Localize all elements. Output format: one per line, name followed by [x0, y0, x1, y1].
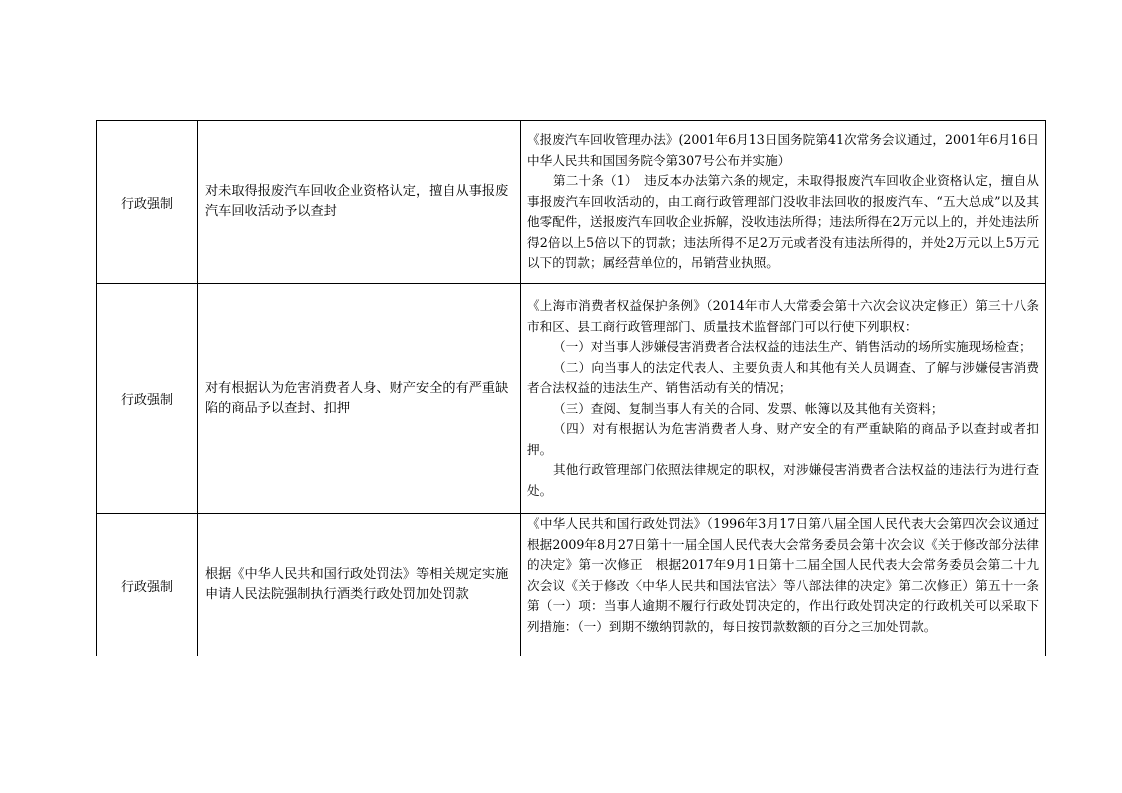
basis-paragraph: （三）查阅、复制当事人有关的合同、发票、帐簿以及其他有关资料；: [553, 400, 944, 416]
table-row: [97, 514, 1046, 657]
basis-paragraph: 第二十条（1） 违反本办法第六条的规定，未取得报废汽车回收企业资格认定，擅自从事报废汽车回收活动的，由工商行政管理部门没收非法回收的报废汽车、“五大总成”以及其他零配件，送报废汽车回收企业拆解，没收违法所得；违法所得在2万元以上的，并处违法所得2倍以上5倍以下的罚款；违法所得不足2万元或者没有违法所得的，并处2万元以上5万元以下的罚款；属经营单位的，吊销营业执照。: [527, 173, 1039, 271]
table-row: [97, 284, 1046, 514]
item-cell: 对有根据认为危害消费者人身、财产安全的有严重缺陷的商品予以查封、扣押: [198, 284, 521, 514]
basis-paragraph: （一）对当事人涉嫌侵害消费者合法权益的违法生产、销售活动的场所实施现场检查；: [553, 339, 1032, 354]
item-cell: 对未取得报废汽车回收企业资格认定，擅自从事报废汽车回收活动予以查封: [198, 121, 521, 284]
category-cell: 行政强制: [97, 284, 198, 514]
basis-paragraph: 《报废汽车回收管理办法》(2001年6月13日国务院第41次常务会议通过，2001年6月16日中华人民共和国国务院令第307号公布并实施）: [527, 132, 1039, 168]
basis-paragraph: 其他行政管理部门依照法律规定的职权，对涉嫌侵害消费者合法权益的违法行为进行查处。: [527, 462, 1039, 498]
table-row: [97, 121, 1046, 284]
basis-cell: [521, 121, 1046, 284]
basis-paragraph: （四）对有根据认为危害消费者人身、财产安全的有严重缺陷的商品予以查封或者扣押。: [527, 421, 1039, 457]
law-enforcement-table: [96, 120, 1056, 656]
category-cell: 行政强制: [97, 121, 198, 284]
basis-cell: [521, 514, 1052, 657]
category-cell: 行政强制: [97, 514, 198, 657]
basis-paragraph: （二）向当事人的法定代表人、主要负责人和其他有关人员调查、了解与涉嫌侵害消费者合法权益的违法生产、销售活动有关的情况；: [527, 359, 1039, 395]
basis-paragraph: 《中华人民共和国行政处罚法》（1996年3月17日第八届全国人民代表大会第四次会议通过 根据2009年8月27日第十一届全国人民代表大会常务委员会第十次会议《关于修改部分法律的决定》第一次修正 根据2017年9月1日第十二届全国人民代表大会常务委员会第二十九次会议《关于修改〈中华人民共和国法官法〉等八部法律的决定》第二次修正）第五十一条第（一）项：当事人逾期不履行行政处罚决定的，作出行政处罚决定的行政机关可以采取下列措施：（一）到期不缴纳罚款的，每日按罚款数额的百分之三加处罚款。: [527, 516, 1052, 634]
item-cell: 根据《中华人民共和国行政处罚法》等相关规定实施申请人民法院强制执行酒类行政处罚加处罚款: [198, 514, 521, 657]
basis-paragraph: 《上海市消费者权益保护条例》（2014年市人大常委会第十六次会议决定修正）第三十八条 市和区、县工商行政管理部门、质量技术监督部门可以行使下列职权：: [527, 298, 1056, 334]
basis-cell: [521, 284, 1056, 514]
